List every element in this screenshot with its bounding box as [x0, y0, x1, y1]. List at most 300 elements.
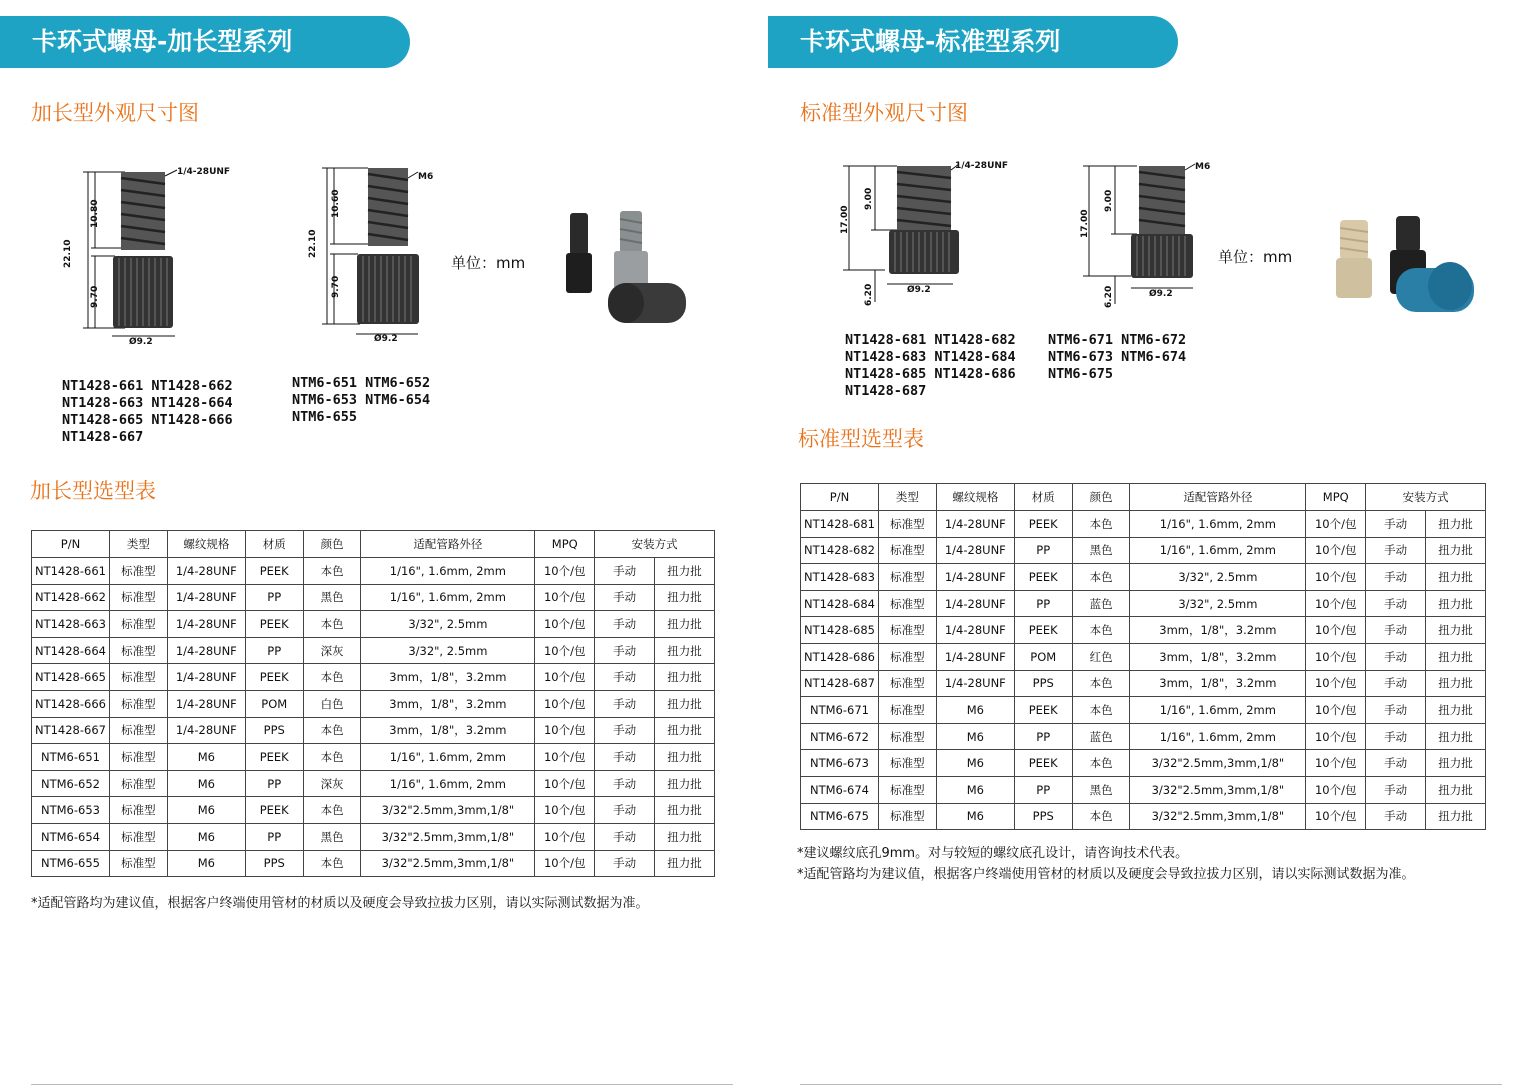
- table-cell: 10个/包: [535, 823, 595, 850]
- table-cell: NTM6-672: [801, 723, 879, 750]
- table-cell: 扭力批: [655, 770, 715, 797]
- table-cell: NT1428-685: [801, 617, 879, 644]
- table-cell: PPS: [245, 717, 303, 744]
- left-notes: [31, 893, 649, 914]
- right-note: *建议螺纹底孔9mm。对与较短的螺纹底孔设计，请咨询技术代表。: [797, 846, 1189, 861]
- table-cell: PEEK: [1014, 750, 1072, 777]
- table-cell: 3mm，1/8"，3.2mm: [361, 690, 535, 717]
- table-cell: 1/4-28UNF: [936, 564, 1014, 591]
- table-header-cell: 材质: [245, 531, 303, 558]
- table-cell: 10个/包: [535, 558, 595, 585]
- table-cell: 手动: [1366, 511, 1426, 538]
- table-cell: POM: [1014, 643, 1072, 670]
- table-cell: 3/32"2.5mm,3mm,1/8": [361, 850, 535, 877]
- table-cell: 1/16", 1.6mm, 2mm: [1130, 697, 1306, 724]
- table-cell: NTM6-673: [801, 750, 879, 777]
- left-model-line: NT1428-663 NT1428-664: [62, 395, 233, 411]
- table-cell: 本色: [303, 717, 361, 744]
- right-model-line: NT1428-681 NT1428-682: [845, 332, 1016, 348]
- table-cell: 手动: [1366, 750, 1426, 777]
- table-cell: 扭力批: [655, 558, 715, 585]
- table-cell: 3/32", 2.5mm: [1130, 564, 1306, 591]
- table-cell: M6: [167, 850, 245, 877]
- left-model-line: NT1428-665 NT1428-666: [62, 412, 233, 428]
- table-cell: 标准型: [878, 537, 936, 564]
- table-cell: 3mm，1/8"，3.2mm: [1130, 643, 1306, 670]
- table-cell: 标准型: [109, 584, 167, 611]
- table-cell: 手动: [1366, 670, 1426, 697]
- left-d1-lower: 9.70: [90, 285, 100, 308]
- table-cell: 3/32"2.5mm,3mm,1/8": [1130, 803, 1306, 830]
- table-cell: 手动: [1366, 643, 1426, 670]
- table-cell: 1/4-28UNF: [936, 617, 1014, 644]
- table-cell: 10个/包: [1306, 697, 1366, 724]
- table-cell: 1/4-28UNF: [167, 664, 245, 691]
- table-cell: 扭力批: [1426, 723, 1486, 750]
- table-cell: 标准型: [109, 558, 167, 585]
- table-cell: 10个/包: [535, 717, 595, 744]
- table-cell: 10个/包: [1306, 803, 1366, 830]
- table-row: [801, 750, 1486, 777]
- table-cell: 1/16", 1.6mm, 2mm: [361, 558, 535, 585]
- table-cell: 本色: [1072, 750, 1130, 777]
- table-cell: 黑色: [1072, 537, 1130, 564]
- left-d1-total: 22.10: [63, 239, 73, 268]
- table-cell: 扭力批: [1426, 670, 1486, 697]
- table-cell: 10个/包: [535, 690, 595, 717]
- table-cell: 10个/包: [1306, 511, 1366, 538]
- table-cell: PEEK: [1014, 617, 1072, 644]
- right-models-2: [1048, 332, 1186, 383]
- table-cell: 10个/包: [1306, 590, 1366, 617]
- right-d2-thread: M6: [1195, 162, 1211, 172]
- table-cell: 本色: [303, 611, 361, 638]
- left-product-photo: [560, 205, 695, 330]
- table-cell: NTM6-675: [801, 803, 879, 830]
- table-cell: 1/4-28UNF: [167, 637, 245, 664]
- table-cell: PEEK: [1014, 511, 1072, 538]
- left-d2-total: 22.10: [308, 229, 318, 258]
- right-model-line: NT1428-685 NT1428-686: [845, 366, 1016, 382]
- table-cell: 3/32"2.5mm,3mm,1/8": [1130, 750, 1306, 777]
- table-cell: 扭力批: [655, 664, 715, 691]
- table-cell: 10个/包: [1306, 750, 1366, 777]
- table-cell: 本色: [1072, 803, 1130, 830]
- table-cell: POM: [245, 690, 303, 717]
- table-cell: 标准型: [109, 850, 167, 877]
- table-cell: 1/4-28UNF: [167, 690, 245, 717]
- left-drawing-title: 加长型外观尺寸图: [31, 101, 199, 125]
- table-cell: 本色: [303, 850, 361, 877]
- table-header-cell: MPQ: [535, 531, 595, 558]
- table-cell: 手动: [1366, 723, 1426, 750]
- table-cell: 1/16", 1.6mm, 2mm: [1130, 723, 1306, 750]
- table-cell: NT1428-667: [32, 717, 110, 744]
- table-row: [801, 537, 1486, 564]
- right-d1-dia: Ø9.2: [907, 285, 931, 295]
- table-row: [32, 823, 715, 850]
- left-note: *适配管路均为建议值，根据客户终端使用管材的材质以及硬度会导致拉拔力区别，请以实际测试数据为准。: [31, 896, 649, 911]
- left-spec-table: [31, 530, 715, 877]
- table-cell: 标准型: [109, 637, 167, 664]
- table-cell: 标准型: [878, 643, 936, 670]
- right-drawing-1: [835, 152, 1015, 312]
- table-cell: 1/4-28UNF: [167, 717, 245, 744]
- table-cell: 深灰: [303, 770, 361, 797]
- table-cell: 蓝色: [1072, 723, 1130, 750]
- table-cell: 3/32"2.5mm,3mm,1/8": [1130, 776, 1306, 803]
- table-cell: 3mm，1/8"，3.2mm: [1130, 617, 1306, 644]
- table-cell: 手动: [1366, 564, 1426, 591]
- table-row: [801, 617, 1486, 644]
- right-model-line: NT1428-683 NT1428-684: [845, 349, 1016, 365]
- table-cell: NTM6-655: [32, 850, 110, 877]
- table-cell: PP: [245, 637, 303, 664]
- table-cell: 扭力批: [655, 637, 715, 664]
- table-cell: 扭力批: [1426, 776, 1486, 803]
- right-model-line: NTM6-675: [1048, 366, 1114, 382]
- table-cell: PP: [1014, 590, 1072, 617]
- table-cell: 10个/包: [535, 797, 595, 824]
- table-header-cell: MPQ: [1306, 484, 1366, 511]
- left-model-line: NT1428-661 NT1428-662: [62, 378, 233, 394]
- table-cell: 扭力批: [1426, 564, 1486, 591]
- table-header-cell: 颜色: [1072, 484, 1130, 511]
- table-cell: 3mm，1/8"，3.2mm: [361, 664, 535, 691]
- left-unit-label: 单位：mm: [451, 254, 526, 272]
- left-d2-lower: 9.70: [331, 275, 341, 298]
- table-cell: 标准型: [109, 664, 167, 691]
- left-model-line: NTM6-655: [292, 409, 358, 425]
- table-cell: M6: [936, 697, 1014, 724]
- right-product-photo: [1330, 212, 1480, 324]
- table-cell: 扭力批: [1426, 511, 1486, 538]
- table-cell: 标准型: [109, 797, 167, 824]
- table-cell: 扭力批: [655, 850, 715, 877]
- table-cell: PPS: [1014, 803, 1072, 830]
- table-cell: PEEK: [245, 664, 303, 691]
- table-cell: 扭力批: [655, 584, 715, 611]
- table-cell: 手动: [1366, 537, 1426, 564]
- table-row: [801, 776, 1486, 803]
- right-model-line: NTM6-673 NTM6-674: [1048, 349, 1187, 365]
- table-cell: 本色: [303, 797, 361, 824]
- table-cell: 标准型: [878, 697, 936, 724]
- table-row: [32, 637, 715, 664]
- table-cell: NT1428-687: [801, 670, 879, 697]
- table-cell: NT1428-666: [32, 690, 110, 717]
- table-cell: 手动: [595, 690, 655, 717]
- table-cell: M6: [936, 803, 1014, 830]
- table-cell: 标准型: [878, 723, 936, 750]
- table-cell: 扭力批: [655, 823, 715, 850]
- table-cell: 扭力批: [1426, 537, 1486, 564]
- table-cell: PP: [1014, 723, 1072, 750]
- right-d1-lower: 6.20: [864, 283, 874, 306]
- table-cell: 本色: [303, 664, 361, 691]
- table-cell: PEEK: [245, 611, 303, 638]
- table-row: [32, 850, 715, 877]
- table-cell: 蓝色: [1072, 590, 1130, 617]
- table-cell: M6: [936, 750, 1014, 777]
- table-cell: PEEK: [1014, 697, 1072, 724]
- table-row: [801, 564, 1486, 591]
- table-cell: 10个/包: [535, 584, 595, 611]
- table-row: [32, 584, 715, 611]
- table-row: [32, 558, 715, 585]
- table-cell: 扭力批: [1426, 697, 1486, 724]
- table-cell: 10个/包: [1306, 617, 1366, 644]
- right-d1-thread: 1/4-28UNF: [955, 161, 1009, 171]
- table-cell: 3/32", 2.5mm: [361, 637, 535, 664]
- table-cell: 手动: [595, 717, 655, 744]
- table-row: [801, 590, 1486, 617]
- left-footer-rule: [31, 1084, 733, 1085]
- table-row: [32, 797, 715, 824]
- table-row: [801, 670, 1486, 697]
- table-cell: 10个/包: [1306, 564, 1366, 591]
- table-cell: PP: [245, 584, 303, 611]
- table-cell: 10个/包: [535, 611, 595, 638]
- table-cell: 10个/包: [535, 770, 595, 797]
- table-cell: 本色: [1072, 670, 1130, 697]
- right-drawing-2: [1075, 152, 1225, 312]
- table-cell: NT1428-681: [801, 511, 879, 538]
- table-cell: 扭力批: [1426, 750, 1486, 777]
- table-cell: 标准型: [878, 564, 936, 591]
- table-row: [32, 690, 715, 717]
- table-cell: PEEK: [245, 797, 303, 824]
- left-table-title: 加长型选型表: [30, 479, 156, 503]
- table-cell: NTM6-651: [32, 744, 110, 771]
- table-cell: NT1428-664: [32, 637, 110, 664]
- table-header-cell: 螺纹规格: [167, 531, 245, 558]
- table-cell: M6: [167, 770, 245, 797]
- table-cell: 本色: [303, 744, 361, 771]
- table-row: [32, 770, 715, 797]
- table-cell: 3/32"2.5mm,3mm,1/8": [361, 797, 535, 824]
- table-cell: 手动: [595, 611, 655, 638]
- left-d2-thread: M6: [418, 172, 434, 182]
- table-row: [801, 723, 1486, 750]
- right-spec-table: [800, 483, 1486, 830]
- table-cell: 1/16", 1.6mm, 2mm: [361, 770, 535, 797]
- table-cell: 1/16", 1.6mm, 2mm: [361, 744, 535, 771]
- table-cell: 10个/包: [1306, 643, 1366, 670]
- right-d1-total: 17.00: [840, 205, 850, 234]
- table-cell: PEEK: [245, 744, 303, 771]
- table-header-cell: 适配管路外径: [1130, 484, 1306, 511]
- table-cell: NTM6-653: [32, 797, 110, 824]
- table-cell: 扭力批: [1426, 643, 1486, 670]
- table-cell: 标准型: [878, 670, 936, 697]
- table-cell: 手动: [595, 797, 655, 824]
- table-cell: NT1428-665: [32, 664, 110, 691]
- table-cell: 扭力批: [655, 690, 715, 717]
- table-cell: 手动: [1366, 590, 1426, 617]
- table-cell: M6: [936, 776, 1014, 803]
- table-cell: NT1428-663: [32, 611, 110, 638]
- table-header-cell: 颜色: [303, 531, 361, 558]
- table-cell: 标准型: [109, 690, 167, 717]
- table-cell: 深灰: [303, 637, 361, 664]
- table-cell: 标准型: [109, 770, 167, 797]
- table-cell: M6: [167, 744, 245, 771]
- table-cell: NT1428-684: [801, 590, 879, 617]
- table-cell: 扭力批: [1426, 590, 1486, 617]
- left-drawing-2: [300, 158, 460, 348]
- table-cell: PP: [245, 823, 303, 850]
- table-cell: PEEK: [1014, 564, 1072, 591]
- left-model-line: NT1428-667: [62, 429, 144, 445]
- right-models-1: [845, 332, 1016, 400]
- right-model-line: NTM6-671 NTM6-672: [1048, 332, 1187, 348]
- table-cell: 1/16", 1.6mm, 2mm: [1130, 537, 1306, 564]
- table-cell: 本色: [1072, 617, 1130, 644]
- right-banner: [768, 16, 1178, 68]
- table-cell: 10个/包: [1306, 776, 1366, 803]
- table-cell: NT1428-682: [801, 537, 879, 564]
- table-cell: 10个/包: [1306, 537, 1366, 564]
- table-cell: 标准型: [878, 750, 936, 777]
- table-header-cell: 材质: [1014, 484, 1072, 511]
- table-cell: 本色: [1072, 697, 1130, 724]
- table-header-cell: 适配管路外径: [361, 531, 535, 558]
- table-header-cell: P/N: [801, 484, 879, 511]
- table-cell: 手动: [595, 637, 655, 664]
- table-cell: 扭力批: [655, 744, 715, 771]
- left-d1-upper: 10.80: [90, 199, 100, 228]
- table-cell: 标准型: [109, 717, 167, 744]
- left-models-2: [292, 375, 430, 426]
- left-banner: [0, 16, 410, 68]
- table-cell: 1/4-28UNF: [936, 643, 1014, 670]
- table-header-cell: 类型: [109, 531, 167, 558]
- table-cell: 标准型: [109, 744, 167, 771]
- table-cell: 扭力批: [655, 797, 715, 824]
- table-cell: 手动: [1366, 697, 1426, 724]
- left-d1-thread: 1/4-28UNF: [177, 167, 231, 177]
- table-cell: 手动: [595, 850, 655, 877]
- table-cell: 扭力批: [655, 611, 715, 638]
- table-cell: 红色: [1072, 643, 1130, 670]
- table-cell: 本色: [1072, 564, 1130, 591]
- right-d2-dia: Ø9.2: [1149, 289, 1173, 299]
- table-row: [32, 611, 715, 638]
- table-header-cell: P/N: [32, 531, 110, 558]
- table-cell: 3mm，1/8"，3.2mm: [1130, 670, 1306, 697]
- table-cell: 10个/包: [535, 664, 595, 691]
- table-cell: 手动: [595, 584, 655, 611]
- table-cell: NTM6-652: [32, 770, 110, 797]
- table-cell: 手动: [1366, 803, 1426, 830]
- table-cell: 10个/包: [535, 850, 595, 877]
- left-model-line: NTM6-651 NTM6-652: [292, 375, 431, 391]
- right-drawing-title: 标准型外观尺寸图: [800, 101, 968, 125]
- table-cell: PPS: [1014, 670, 1072, 697]
- table-cell: 1/16", 1.6mm, 2mm: [1130, 511, 1306, 538]
- table-cell: 3/32", 2.5mm: [1130, 590, 1306, 617]
- table-cell: 手动: [595, 770, 655, 797]
- table-cell: NTM6-654: [32, 823, 110, 850]
- table-cell: 本色: [303, 558, 361, 585]
- table-cell: NT1428-683: [801, 564, 879, 591]
- table-cell: 黑色: [303, 823, 361, 850]
- table-row: [32, 717, 715, 744]
- table-cell: PP: [1014, 776, 1072, 803]
- table-cell: 扭力批: [1426, 617, 1486, 644]
- table-cell: 手动: [1366, 617, 1426, 644]
- table-cell: 10个/包: [535, 637, 595, 664]
- table-cell: 标准型: [878, 590, 936, 617]
- table-cell: PPS: [245, 850, 303, 877]
- table-cell: 10个/包: [535, 744, 595, 771]
- table-cell: 扭力批: [1426, 803, 1486, 830]
- table-header-cell: 类型: [878, 484, 936, 511]
- table-cell: 标准型: [878, 803, 936, 830]
- table-cell: 3/32"2.5mm,3mm,1/8": [361, 823, 535, 850]
- table-cell: 1/4-28UNF: [936, 537, 1014, 564]
- table-cell: 手动: [595, 744, 655, 771]
- left-d1-dia: Ø9.2: [129, 337, 153, 347]
- table-cell: NT1428-661: [32, 558, 110, 585]
- right-d2-lower: 6.20: [1104, 285, 1114, 308]
- table-cell: NT1428-662: [32, 584, 110, 611]
- right-d1-upper: 9.00: [864, 187, 874, 210]
- table-cell: 1/4-28UNF: [936, 511, 1014, 538]
- right-table-title: 标准型选型表: [798, 427, 924, 451]
- table-cell: M6: [936, 723, 1014, 750]
- table-cell: M6: [167, 823, 245, 850]
- table-cell: M6: [167, 797, 245, 824]
- left-d2-dia: Ø9.2: [374, 334, 398, 344]
- table-header-cell: 安装方式: [1366, 484, 1486, 511]
- right-banner-text: 卡环式螺母-标准型系列: [800, 27, 1061, 56]
- table-cell: 黑色: [1072, 776, 1130, 803]
- table-row: [801, 511, 1486, 538]
- table-cell: 标准型: [109, 611, 167, 638]
- table-cell: 白色: [303, 690, 361, 717]
- table-cell: PP: [1014, 537, 1072, 564]
- table-header-cell: 螺纹规格: [936, 484, 1014, 511]
- table-cell: 1/16", 1.6mm, 2mm: [361, 584, 535, 611]
- table-cell: NT1428-686: [801, 643, 879, 670]
- table-row: [801, 697, 1486, 724]
- table-cell: 10个/包: [1306, 670, 1366, 697]
- left-banner-text: 卡环式螺母-加长型系列: [32, 27, 293, 56]
- left-model-line: NTM6-653 NTM6-654: [292, 392, 431, 408]
- table-cell: 手动: [595, 664, 655, 691]
- table-cell: 3mm，1/8"，3.2mm: [361, 717, 535, 744]
- right-notes: [797, 843, 1415, 885]
- right-footer-rule: [800, 1084, 1502, 1085]
- table-cell: NTM6-674: [801, 776, 879, 803]
- table-cell: 10个/包: [1306, 723, 1366, 750]
- table-cell: 1/4-28UNF: [167, 584, 245, 611]
- right-d2-upper: 9.00: [1104, 189, 1114, 212]
- table-row: [801, 803, 1486, 830]
- table-row: [801, 643, 1486, 670]
- table-cell: NTM6-671: [801, 697, 879, 724]
- table-cell: 手动: [595, 823, 655, 850]
- table-header-cell: 安装方式: [595, 531, 715, 558]
- left-models-1: [62, 378, 233, 446]
- table-cell: PP: [245, 770, 303, 797]
- table-cell: 标准型: [878, 776, 936, 803]
- table-cell: 标准型: [878, 511, 936, 538]
- table-cell: 标准型: [878, 617, 936, 644]
- table-cell: 手动: [595, 558, 655, 585]
